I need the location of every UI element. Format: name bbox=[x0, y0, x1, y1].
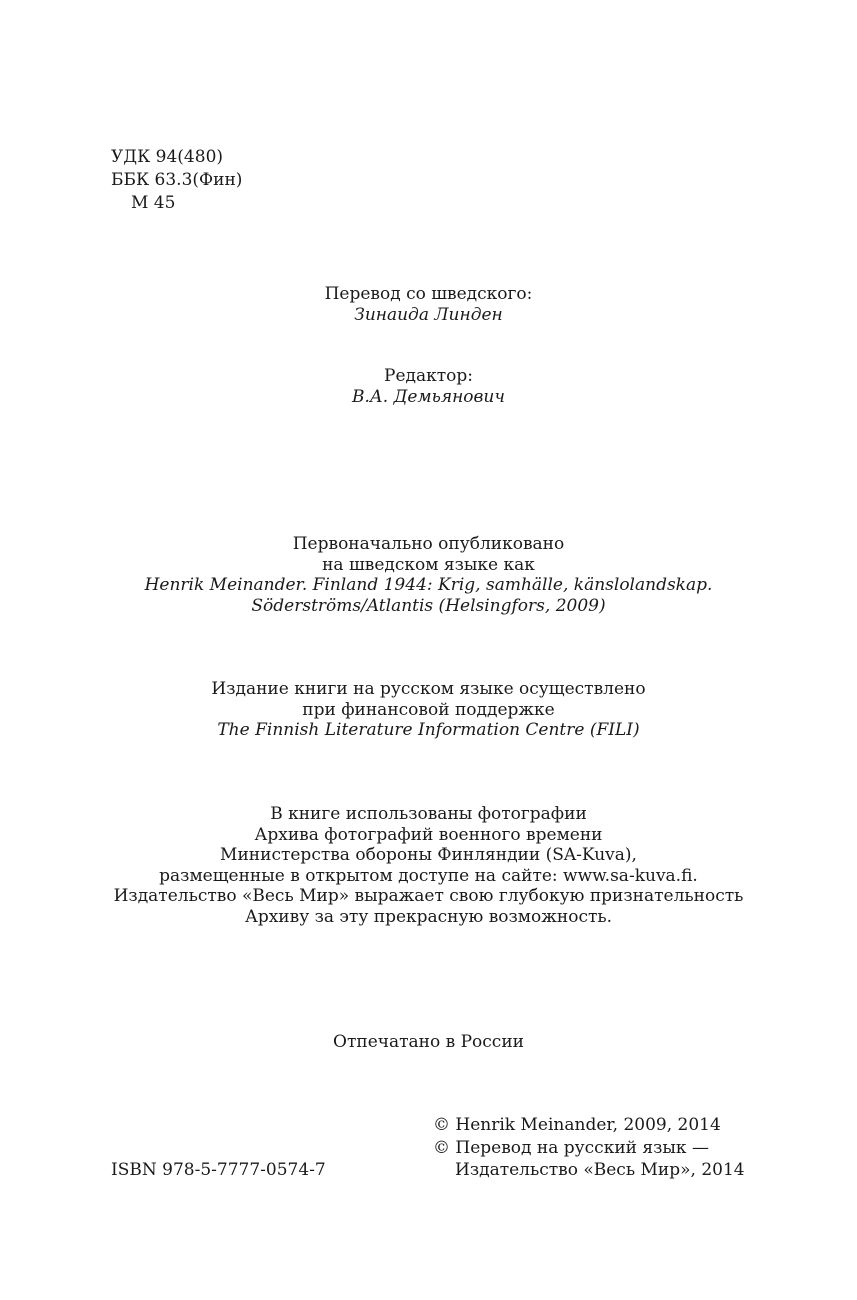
bbk-code: ББК 63.3(Фин) bbox=[111, 170, 243, 190]
photo-credit-line: Издательство «Весь Мир» выражает свою глубокую признательность bbox=[113, 886, 744, 906]
copyright-notice bbox=[433, 1114, 745, 1182]
translator-name: Зинаида Линден bbox=[354, 304, 503, 325]
editor-label: Редактор: bbox=[384, 366, 473, 386]
translator-label: Перевод со шведского: bbox=[324, 284, 533, 304]
translator-credit bbox=[0, 284, 857, 325]
author-mark: М 45 bbox=[131, 193, 176, 213]
isbn: ISBN 978-5-7777-0574-7 bbox=[111, 1160, 326, 1180]
copyright-publisher: Издательство «Весь Мир», 2014 bbox=[455, 1160, 745, 1180]
printed-in-text: Отпечатано в России bbox=[333, 1032, 524, 1052]
photo-credit-line: Министерства обороны Финляндии (SA-Kuva), bbox=[220, 845, 637, 865]
udk-code: УДК 94(480) bbox=[111, 147, 224, 167]
support-line-2: при финансовой поддержке bbox=[302, 699, 555, 720]
support-organization: The Finnish Literature Information Centre (FILI) bbox=[217, 720, 640, 740]
photo-credit-line: Архива фотографий военного времени bbox=[254, 824, 603, 845]
funding-support bbox=[0, 679, 857, 741]
editor-credit bbox=[0, 366, 857, 407]
photo-credit-line: В книге использованы фотографии bbox=[270, 804, 587, 824]
original-pub-line-1: Первоначально опубликовано bbox=[292, 534, 565, 554]
library-classification bbox=[111, 146, 242, 215]
original-publisher: Söderströms/Atlantis (Helsingfors, 2009) bbox=[251, 595, 606, 616]
photo-credits bbox=[0, 804, 857, 927]
original-publication bbox=[0, 534, 857, 616]
original-title: Henrik Meinander. Finland 1944: Krig, samhälle, känslolandskap. bbox=[144, 575, 713, 595]
printed-in bbox=[0, 1032, 857, 1053]
support-line-1: Издание книги на русском языке осуществлено bbox=[211, 679, 646, 699]
original-pub-line-2: на шведском языке как bbox=[322, 554, 535, 575]
copyright-translation: © Перевод на русский язык — bbox=[433, 1137, 709, 1158]
photo-credit-line: Архиву за эту прекрасную возможность. bbox=[244, 906, 613, 927]
copyright-author: © Henrik Meinander, 2009, 2014 bbox=[433, 1115, 721, 1135]
editor-name: В.А. Демьянович bbox=[352, 386, 505, 407]
photo-credit-line: размещенные в открытом доступе на сайте: www.sa-kuva.fi. bbox=[159, 865, 698, 886]
